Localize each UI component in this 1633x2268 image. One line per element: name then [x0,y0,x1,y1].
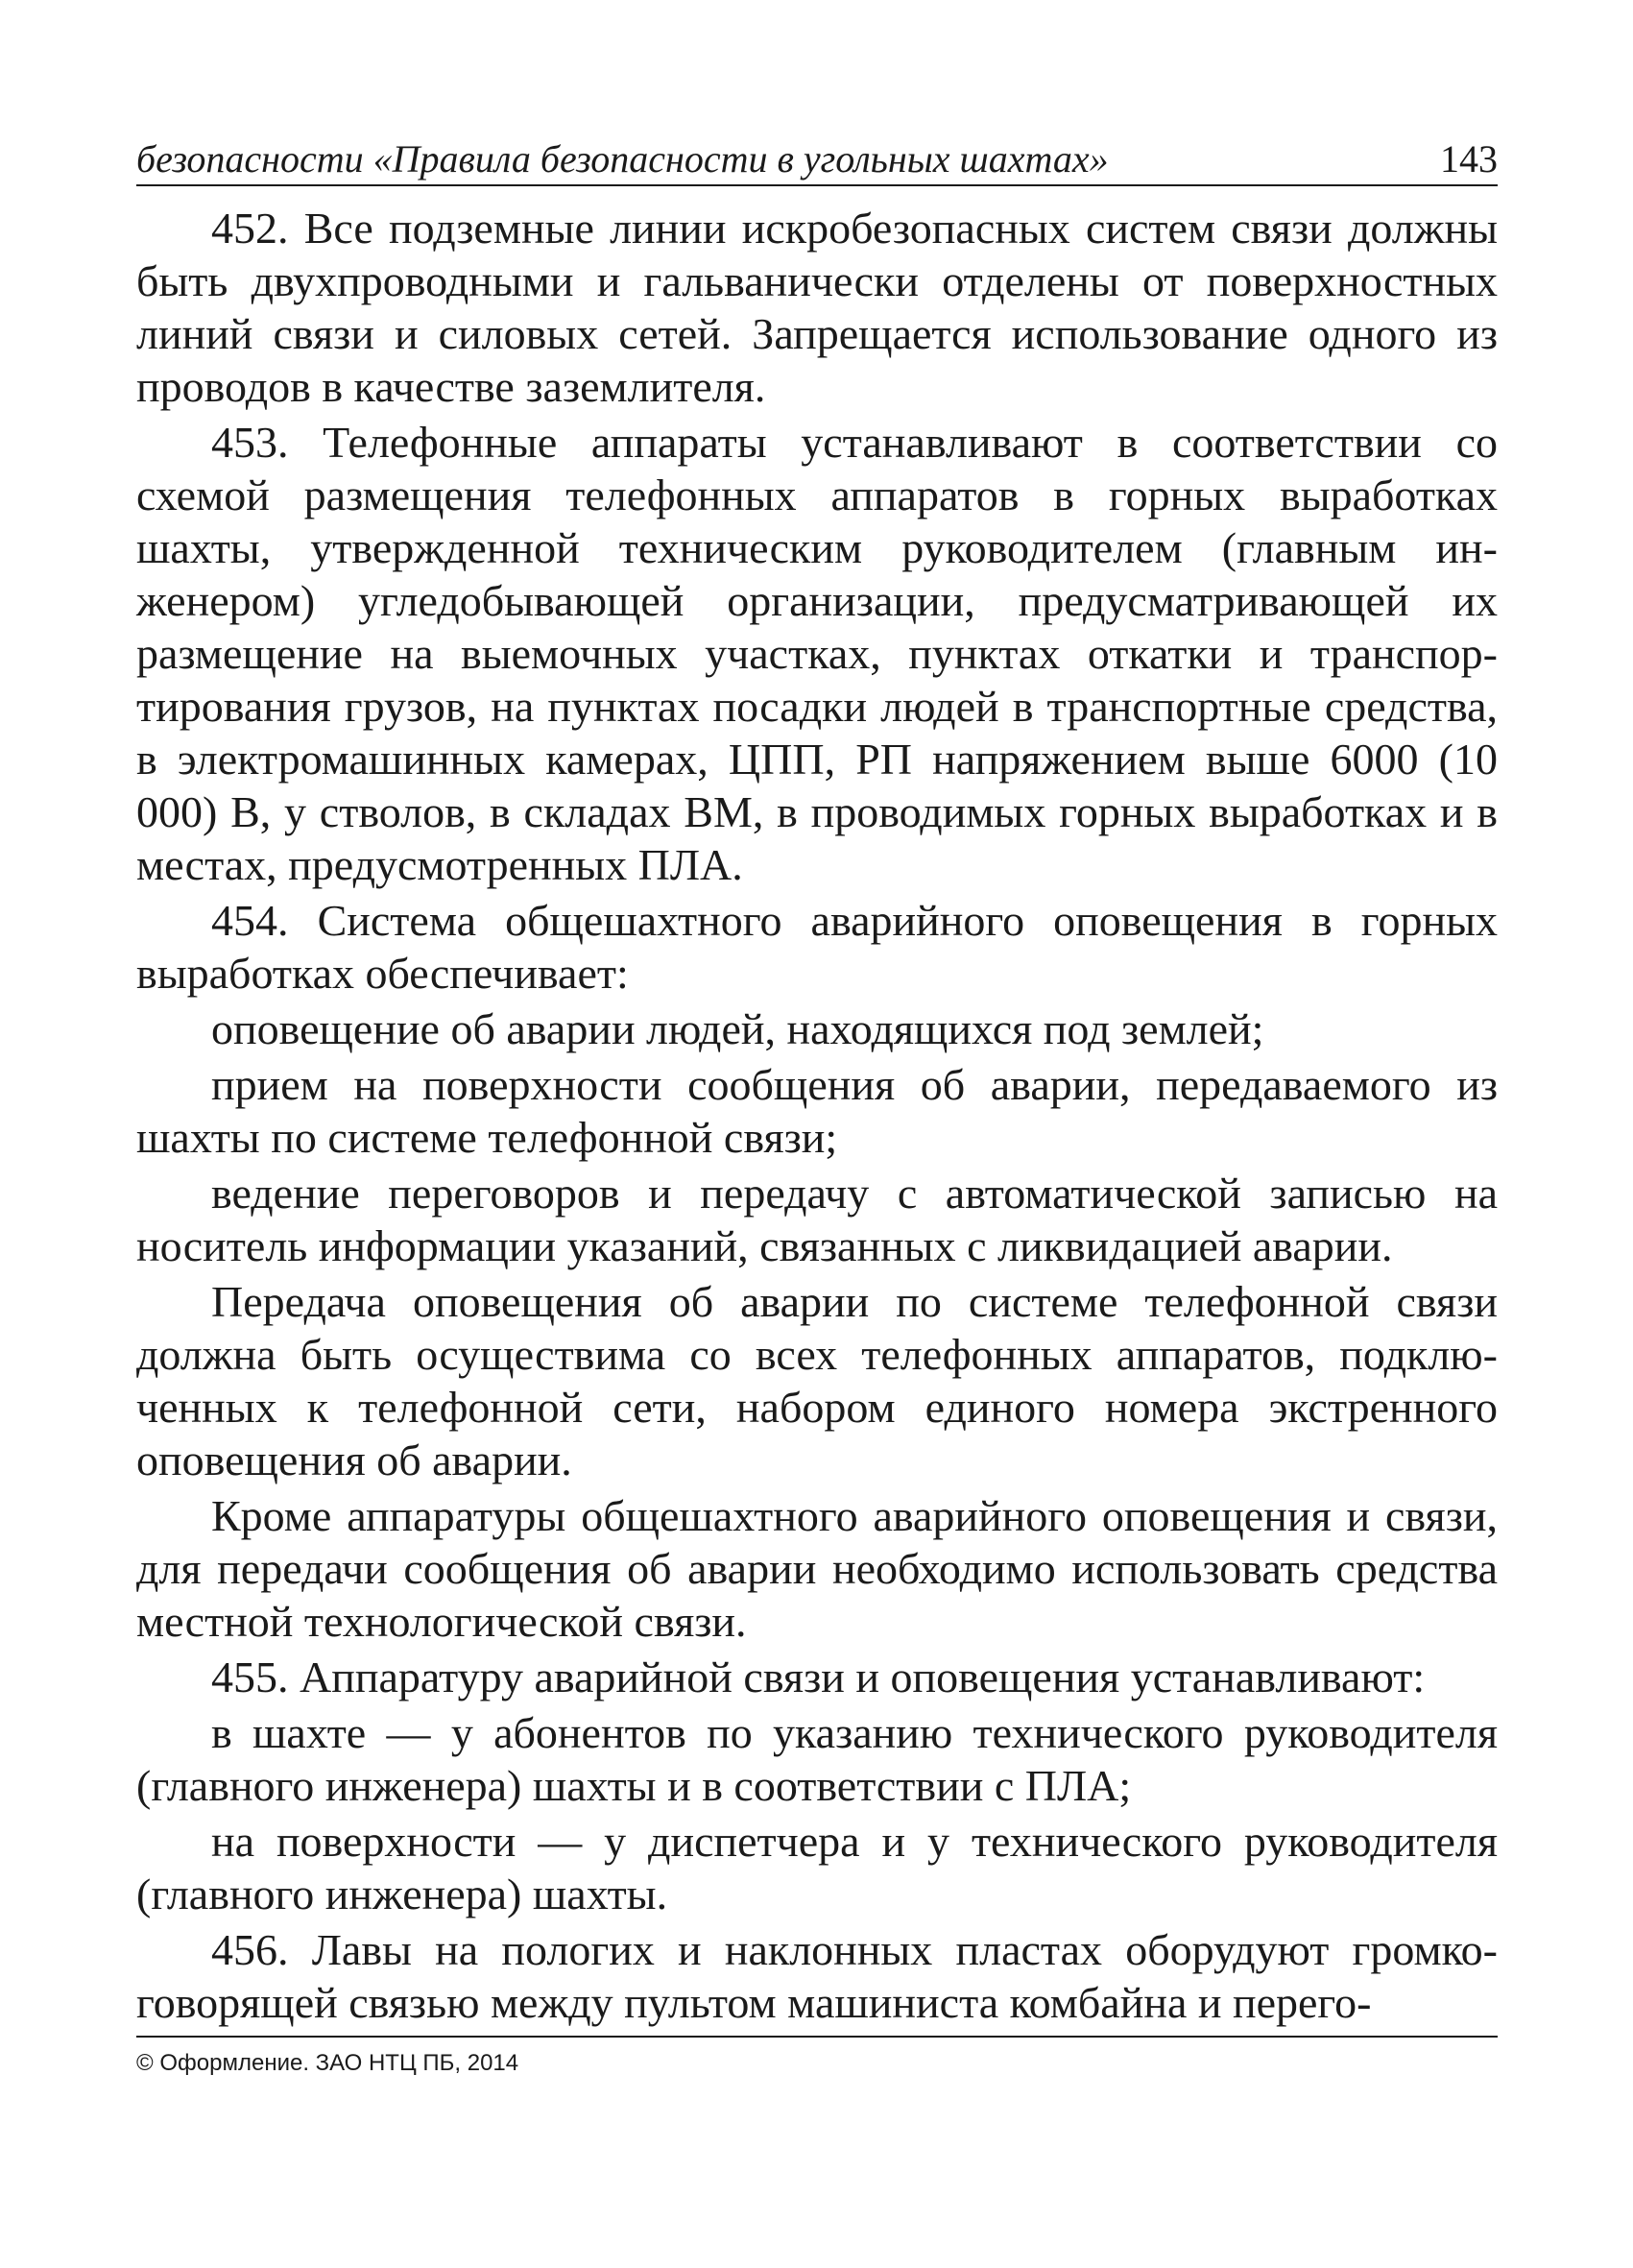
footer-divider [136,2036,1498,2038]
footer-copyright: © Оформление. ЗАО НТЦ ПБ, 2014 [136,2050,519,2076]
page-number: 143 [1440,137,1498,181]
paragraph-453: 453. Телефонные аппараты устанавливают в соответствии со схемой размещения телефонных аппаратов в горных выработках шахты, утвержденной техническим руководителем (главным инженером) угледобывающей организации, предусматривающей их размещение на выемочных участках, пунктах откатки и транспортирования грузов, на пунктах посадки людей в транспортные средства, в электромашинных камерах, ЦПП, РП напряжением выше 6000 (10 000) В, у стволов, в складах ВМ, в проводимых горных выработках и в местах, предусмотренных ПЛА. [136,418,1498,889]
paragraph-454-transmission: Передача оповещения об аварии по системе телефонной связи должна быть осуществима со всех телефонных аппаратов, подключенных к телефонной сети, набором единого номера экстренного оповещения об аварии. [136,1277,1498,1484]
paragraph-454-additional: Кроме аппаратуры общешахтного аварийного оповещения и связи, для передачи сообщения об аварии необходимо использовать средства местной технологической связи. [136,1491,1498,1646]
paragraph-454-item-3: ведение переговоров и передачу с автоматической записью на носитель информации указаний, связанных с ликвидацией аварии. [136,1169,1498,1270]
paragraph-455-item-2: на поверхности — у диспетчера и у технического руководителя (главного инженера) шахты. [136,1817,1498,1918]
paragraph-455: 455. Аппаратуру аварийной связи и оповещения устанавливают: [211,1653,1426,1701]
page-header [136,134,1498,186]
running-header-title: безопасности «Правила безопасности в угольных шахтах» [136,137,1109,181]
paragraph-452: 452. Все подземные линии искробезопасных систем связи должны быть двухпроводными и гальванически отделены от поверхностных линий связи и силовых сетей. Запрещается использование одного из проводов в качестве заземлителя. [136,204,1498,411]
paragraph-454-item-2: прием на поверхности сообщения об аварии, передаваемого из шахты по системе телефонной связи; [136,1060,1498,1162]
paragraph-454: 454. Система общешахтного аварийного оповещения в горных выработках обеспечивает: [136,896,1498,998]
paragraph-455-item-1: в шахте — у абонентов по указанию технического руководителя (главного инженера) шахты и в соответствии с ПЛА; [136,1708,1498,1810]
paragraph-454-item-1: оповещение об аварии людей, находящихся под землей; [211,1004,1264,1053]
body-text [136,202,1498,2032]
paragraph-456: 456. Лавы на пологих и наклонных пластах оборудуют громкоговорящей связью между пультом машиниста комбайна и перего- [136,1925,1498,2027]
